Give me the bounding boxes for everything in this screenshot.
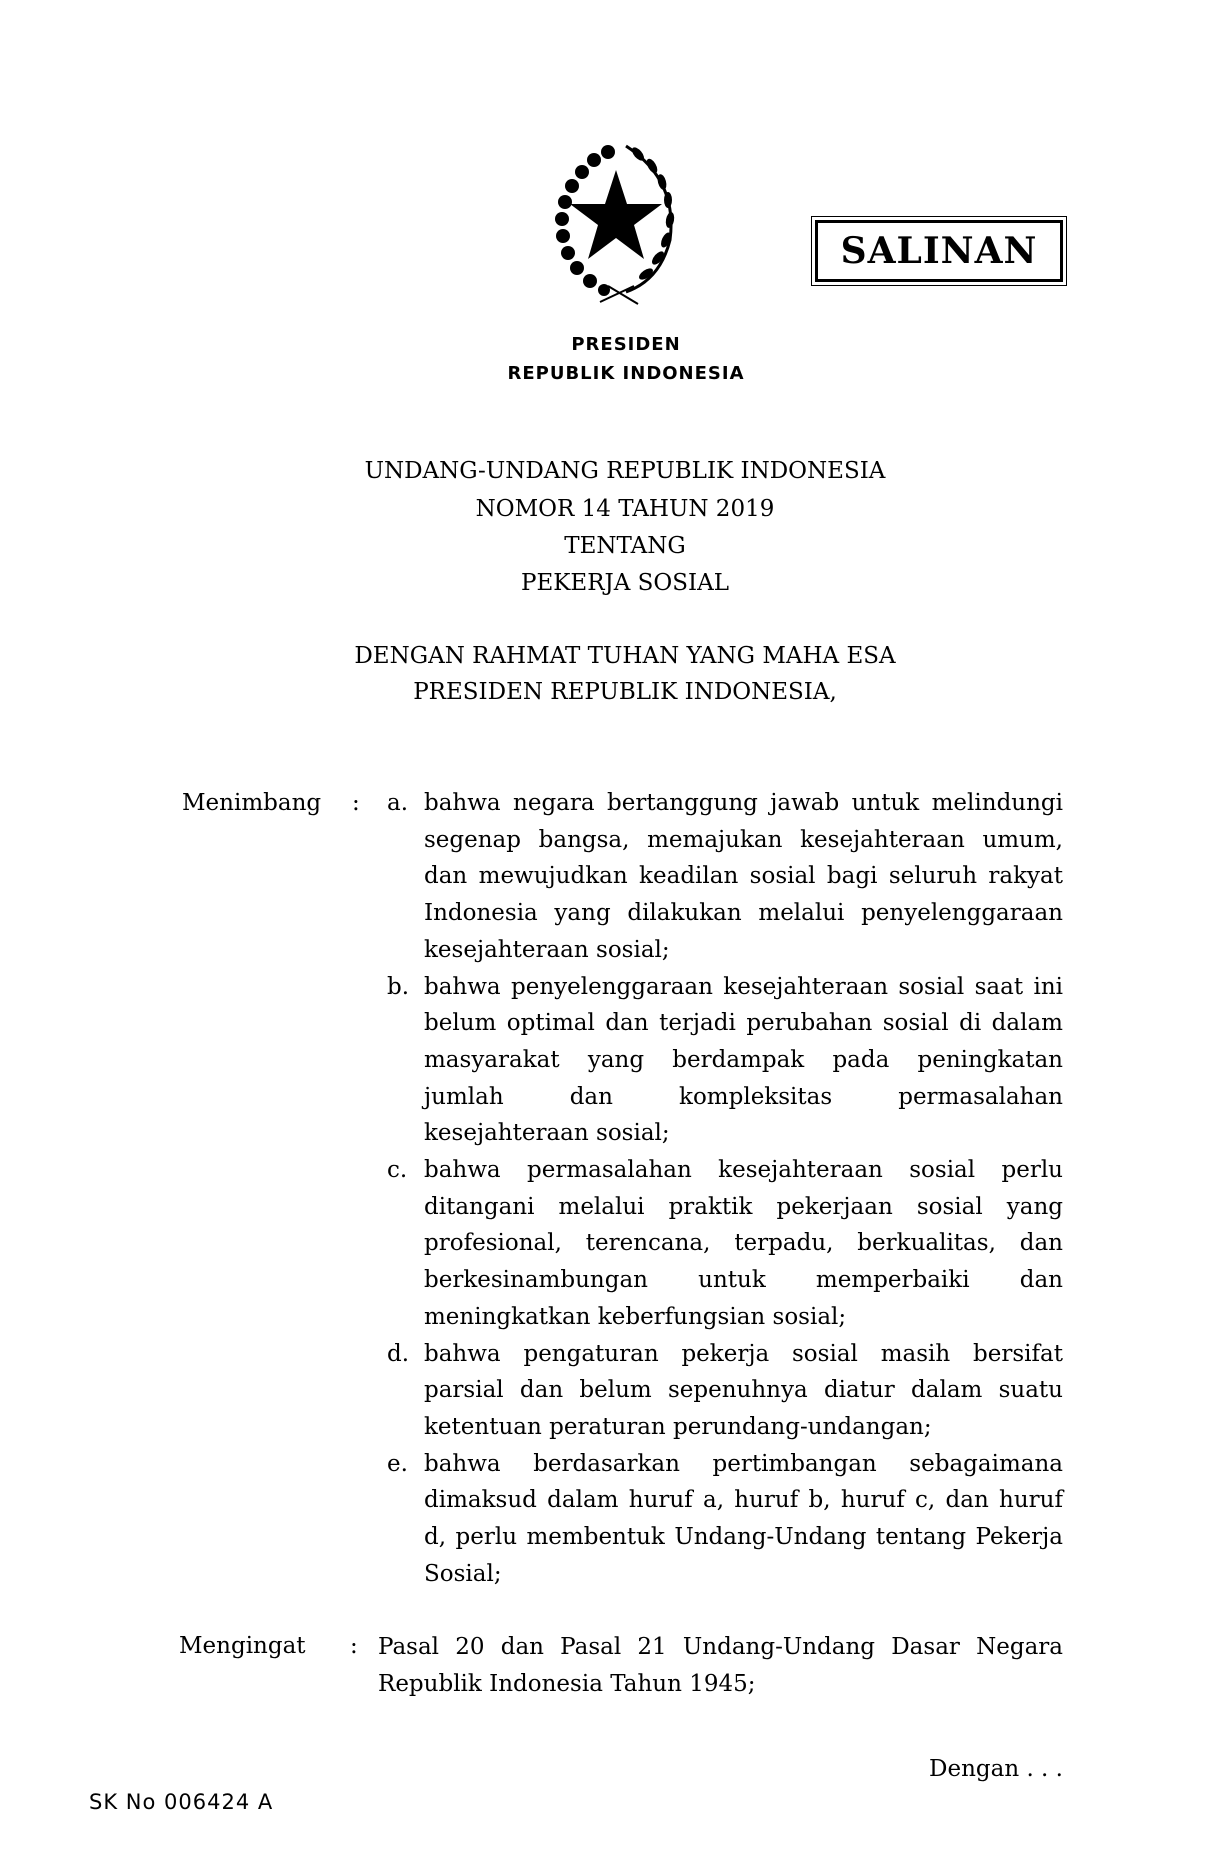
item-text [424,969,1063,1153]
preamble-line-1: DENGAN RAHMAT TUHAN YANG MAHA ESA [354,643,896,669]
mengingat-label: Mengingat [179,1633,306,1659]
item-letter: c. [387,1157,408,1184]
item-letter: d. [387,1340,410,1367]
mengingat-colon: : [350,1633,358,1659]
text-line: bahwa permasalahan kesejahteraan sosial perlu [424,1157,1063,1184]
text-line: Republik Indonesia Tahun 1945; [378,1670,756,1697]
continuation-marker: Dengan . . . [929,1756,1063,1782]
text-line: meningkatkan keberfungsian sosial; [424,1303,847,1330]
text-line: segenap bangsa, memajukan kesejahteraan umum, [424,826,1063,853]
document-about-label: TENTANG [564,533,686,559]
text-line: bahwa negara bertanggung jawab untuk melindungi [424,790,1063,816]
document-number: NOMOR 14 TAHUN 2019 [475,496,775,522]
menimbang-item [387,1446,1063,1593]
menimbang-item [387,1152,1063,1336]
text-line: Indonesia yang dilakukan melalui penyelenggaraan [424,900,1063,927]
mengingat-text [378,1629,1063,1702]
item-text [424,1446,1063,1593]
text-line: kesejahteraan sosial; [424,936,670,963]
text-line: kesejahteraan sosial; [424,1120,670,1147]
menimbang-item [387,969,1063,1153]
menimbang-colon: : [352,790,360,816]
menimbang-list [387,785,1063,1592]
sk-number: SK No 006424 A [89,1790,274,1814]
text-line: Sosial; [424,1560,502,1587]
item-letter: e. [387,1450,408,1477]
item-letter: b. [387,973,410,1000]
garuda-presidential-emblem-icon [538,140,694,308]
text-line: masyarakat yang berdampak pada peningkatan [424,1046,1063,1073]
text-line: ditangani melalui praktik pekerjaan sosial yang [424,1193,1063,1220]
text-line: berkesinambungan untuk memperbaiki dan [424,1267,1063,1294]
text-line: dan mewujudkan keadilan sosial bagi seluruh rakyat [424,863,1063,890]
item-text [424,785,1063,969]
salinan-stamp: SALINAN [815,220,1063,282]
item-text [424,1336,1063,1446]
item-letter: a. [387,790,409,816]
text-line: parsial dan belum sepenuhnya diatur dalam suatu [424,1377,1063,1404]
text-line: jumlah dan kompleksitas permasalahan [424,1083,1063,1110]
document-subject: PEKERJA SOSIAL [520,570,730,596]
emblem-caption-president: PRESIDEN [571,334,681,355]
text-line: dimaksud dalam huruf a, huruf b, huruf c, dan huruf [424,1487,1063,1514]
text-line: belum optimal dan terjadi perubahan sosial di dalam [424,1010,1063,1037]
menimbang-label: Menimbang [182,790,322,816]
text-line: bahwa pengaturan pekerja sosial masih bersifat [424,1340,1063,1367]
text-line: d, perlu membentuk Undang-Undang tentang Pekerja [424,1524,1063,1551]
menimbang-item [387,1336,1063,1446]
document-title: UNDANG-UNDANG REPUBLIK INDONESIA [364,458,886,484]
text-line: profesional, terencana, terpadu, berkualitas, dan [424,1230,1063,1257]
text-line: bahwa penyelenggaraan kesejahteraan sosial saat ini [424,973,1063,1000]
text-line: bahwa berdasarkan pertimbangan sebagaimana [424,1450,1063,1477]
preamble-line-2: PRESIDEN REPUBLIK INDONESIA, [413,679,837,705]
text-line: Pasal 20 dan Pasal 21 Undang-Undang Dasar Negara [378,1634,1063,1660]
emblem-caption-republic: REPUBLIK INDONESIA [507,363,745,384]
item-text [424,1152,1063,1336]
menimbang-item [387,785,1063,969]
text-line: ketentuan peraturan perundang-undangan; [424,1413,932,1440]
